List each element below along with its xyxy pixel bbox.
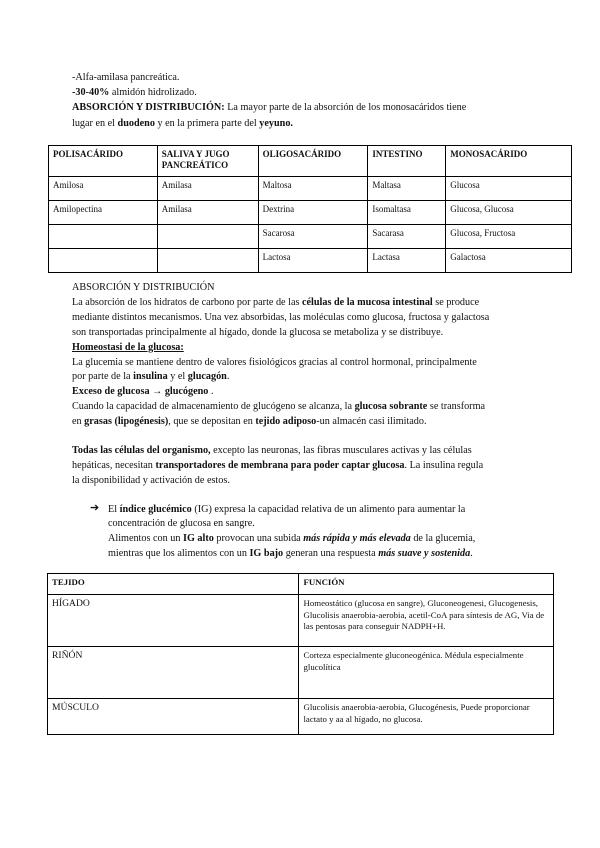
paragraph-line: la disponibilidad y activación de estos. xyxy=(72,475,230,486)
table-cell: Corteza especialmente gluconeogénica. Médula especialmente glucolítica xyxy=(299,647,554,699)
table-row xyxy=(48,699,554,735)
homeostasis-heading: Homeostasi de la glucosa: xyxy=(72,342,184,353)
table-row xyxy=(49,249,572,273)
table-row xyxy=(48,647,554,699)
table-cell: Glucosa xyxy=(446,177,572,201)
table-cell: Sacarosa xyxy=(258,225,368,249)
header-polisacarido: POLISACÁRIDO xyxy=(49,146,158,177)
header-monosacarido: MONOSACÁRIDO xyxy=(446,146,572,177)
table-cell: MÚSCULO xyxy=(48,699,299,735)
paragraph-line: La absorción de los hidratos de carbono por parte de las células de la mucosa intestinal se produce xyxy=(72,297,480,308)
header-saliva: SALIVA Y JUGO PANCREÁTICO xyxy=(157,146,258,177)
paragraph-line: Todas las células del organismo, excepto las neuronas, las fibras musculares activas y las células xyxy=(72,445,472,456)
header-oligosacarido: OLIGOSACÁRIDO xyxy=(258,146,368,177)
table-row xyxy=(49,225,572,249)
intro-absorcion: ABSORCIÓN Y DISTRIBUCIÓN: La mayor parte de la absorción de los monosacáridos tiene xyxy=(72,102,467,113)
table-cell: Amilopectina xyxy=(49,201,158,225)
table-cell: Dextrina xyxy=(258,201,368,225)
ig-line: Alimentos con un IG alto provocan una subida más rápida y más elevada de la glucemia, xyxy=(108,533,476,544)
table-row xyxy=(49,177,572,201)
table-row xyxy=(49,201,572,225)
paragraph-line: en grasas (lipogénesis), que se depositan en tejido adiposo-un almacén casi ilimitado. xyxy=(72,416,427,427)
paragraph-line: Cuando la capacidad de almacenamiento de glucógeno se alcanza, la glucosa sobrante se transforma xyxy=(72,401,486,412)
tissue-function-table xyxy=(47,573,554,735)
paragraph-line: La glucemia se mantiene dentro de valores fisiológicos gracias al control hormonal, principalmente xyxy=(72,357,477,368)
table-cell: Sacarasa xyxy=(368,225,446,249)
table-cell: Glucolisis anaerobia-aerobia, Glucogénesis, Puede proporcionar lactato y aa al hígado, no glucosa. xyxy=(299,699,554,735)
header-funcion: FUNCIÓN xyxy=(299,574,554,595)
table-cell xyxy=(157,225,258,249)
table-row xyxy=(48,595,554,647)
paragraph-line: mediante distintos mecanismos. Una vez absorbidas, las moléculas como glucosa, fructosa y galactosa xyxy=(72,312,490,323)
table-cell: Glucosa, Fructosa xyxy=(446,225,572,249)
table-header-row xyxy=(49,146,572,177)
header-intestino: INTESTINO xyxy=(368,146,446,177)
table-cell: RIÑÓN xyxy=(48,647,299,699)
table-cell: Amilasa xyxy=(157,177,258,201)
intro-item-amilasa: -Alfa-amilasa pancreática. xyxy=(72,72,180,83)
table-cell: HÍGADO xyxy=(48,595,299,647)
carbohydrate-digestion-table xyxy=(48,145,572,273)
ig-line: concentración de glucosa en sangre. xyxy=(108,518,255,529)
table-cell xyxy=(157,249,258,273)
table-cell: Isomaltasa xyxy=(368,201,446,225)
table-cell: Amilasa xyxy=(157,201,258,225)
table-cell: Lactosa xyxy=(258,249,368,273)
table-cell: Maltasa xyxy=(368,177,446,201)
paragraph-line: hepáticas, necesitan transportadores de membrana para poder captar glucosa. La insulina regula xyxy=(72,460,484,471)
table-cell: Homeostático (glucosa en sangre), Gluconeogenesi, Glucogenesis, Glucolisis anaerobia-aerobia, acetil-CoA para síntesis de AG, Via de las pentosas para conseguir NADPH+H. xyxy=(299,595,554,647)
ig-line: El índice glucémico (IG) expresa la capacidad relativa de un alimento para aumentar la xyxy=(108,504,466,515)
table-cell xyxy=(49,249,158,273)
table-cell: Glucosa, Glucosa xyxy=(446,201,572,225)
table-header-row xyxy=(48,574,554,595)
table-cell: Amilosa xyxy=(49,177,158,201)
section-heading: ABSORCIÓN Y DISTRIBUCIÓN xyxy=(72,282,215,293)
header-tejido: TEJIDO xyxy=(48,574,299,595)
table-cell: Galactosa xyxy=(446,249,572,273)
exceso-glucosa: Exceso de glucosa → glucógeno . xyxy=(72,386,214,397)
intro-item-almidon: -30-40% almidón hidrolizado. xyxy=(72,87,197,98)
table-cell xyxy=(49,225,158,249)
intro-absorcion-line2: lugar en el duodeno y en la primera parte del yeyuno. xyxy=(72,118,293,129)
ig-line: mientras que los alimentos con un IG bajo generan una respuesta más suave y sostenida. xyxy=(108,548,473,559)
paragraph-line: por parte de la insulina y el glucagón. xyxy=(72,371,230,382)
table-cell: Maltosa xyxy=(258,177,368,201)
paragraph-line: son transportadas principalmente al hígado, donde la glucosa se metaboliza y se distribuye. xyxy=(72,327,444,338)
table-cell: Lactasa xyxy=(368,249,446,273)
arrow-bullet-icon: ➔ xyxy=(90,502,100,514)
